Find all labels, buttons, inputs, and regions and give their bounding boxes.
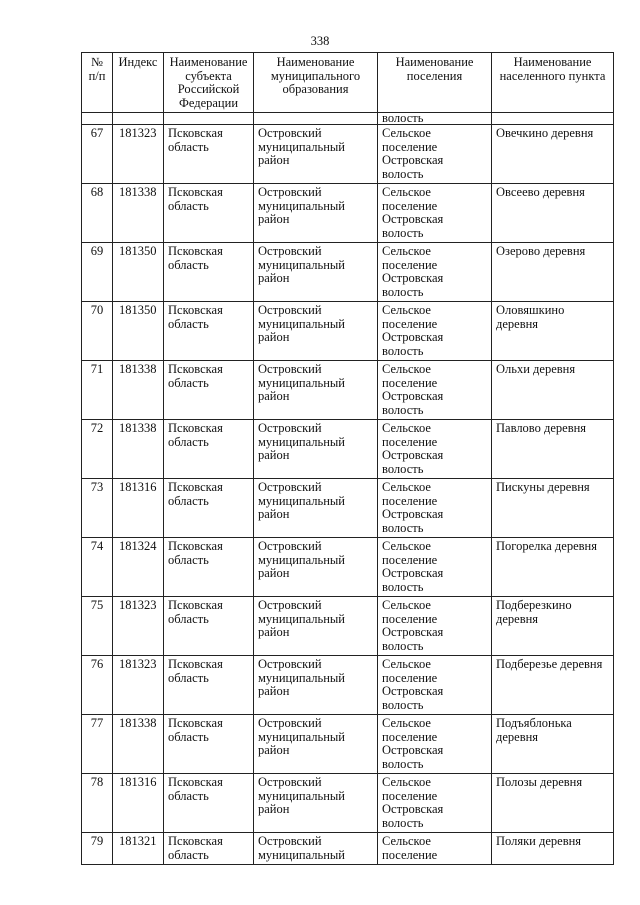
cell-index	[113, 113, 164, 125]
cell-settlement: Сельское поселение Островская волость	[378, 538, 492, 597]
cell-locality: Пискуны деревня	[492, 479, 614, 538]
table-row	[82, 184, 614, 243]
cell-num: 71	[82, 361, 113, 420]
header-municipality: Наименование муниципального образования	[254, 53, 378, 113]
cell-municipality: Островский муниципальный район	[254, 302, 378, 361]
cell-num: 76	[82, 656, 113, 715]
table-row	[82, 479, 614, 538]
cell-municipality: Островский муниципальный район	[254, 125, 378, 184]
cell-municipality: Островский муниципальный район	[254, 420, 378, 479]
cell-num	[82, 113, 113, 125]
cell-num: 72	[82, 420, 113, 479]
cell-settlement: Сельское поселение Островская волость	[378, 479, 492, 538]
cell-settlement: Сельское поселение	[378, 833, 492, 865]
cell-num: 77	[82, 715, 113, 774]
cell-index: 181338	[113, 361, 164, 420]
cell-num: 79	[82, 833, 113, 865]
cell-locality: Подберезье деревня	[492, 656, 614, 715]
cell-locality: Оловяшкино деревня	[492, 302, 614, 361]
page-number: 338	[310, 34, 330, 48]
cell-subject: Псковская область	[164, 538, 254, 597]
cell-subject: Псковская область	[164, 243, 254, 302]
table-row	[82, 361, 614, 420]
table-row	[82, 302, 614, 361]
table-row	[82, 597, 614, 656]
cell-num: 75	[82, 597, 113, 656]
table-row	[82, 538, 614, 597]
table-row	[82, 774, 614, 833]
cell-locality: Озерово деревня	[492, 243, 614, 302]
cell-settlement: Сельское поселение Островская волость	[378, 125, 492, 184]
cell-municipality: Островский муниципальный район	[254, 243, 378, 302]
cell-num: 68	[82, 184, 113, 243]
cell-index: 181350	[113, 302, 164, 361]
cell-index: 181350	[113, 243, 164, 302]
cell-locality: Овечкино деревня	[492, 125, 614, 184]
cell-locality: Погорелка деревня	[492, 538, 614, 597]
cell-num: 78	[82, 774, 113, 833]
cell-index: 181338	[113, 184, 164, 243]
cell-num: 69	[82, 243, 113, 302]
cell-settlement: Сельское поселение Островская волость	[378, 656, 492, 715]
cell-settlement: Сельское поселение Островская волость	[378, 774, 492, 833]
cell-settlement: волость	[378, 113, 492, 125]
header-index: Индекс	[113, 53, 164, 113]
header-settlement: Наименование поселения	[378, 53, 492, 113]
cell-subject: Псковская область	[164, 361, 254, 420]
cell-num: 74	[82, 538, 113, 597]
cell-index: 181321	[113, 833, 164, 865]
table-row	[82, 715, 614, 774]
cell-settlement: Сельское поселение Островская волость	[378, 420, 492, 479]
continuation-row	[82, 113, 614, 125]
cell-num: 67	[82, 125, 113, 184]
cell-subject: Псковская область	[164, 184, 254, 243]
cell-settlement: Сельское поселение Островская волость	[378, 597, 492, 656]
cell-municipality: Островский муниципальный район	[254, 361, 378, 420]
cell-subject: Псковская область	[164, 774, 254, 833]
cell-subject: Псковская область	[164, 656, 254, 715]
table-header-row	[82, 53, 614, 113]
cell-index: 181323	[113, 597, 164, 656]
cell-settlement: Сельское поселение Островская волость	[378, 302, 492, 361]
table-row	[82, 243, 614, 302]
header-num: № п/п	[82, 53, 113, 113]
cell-locality	[492, 113, 614, 125]
cell-index: 181338	[113, 420, 164, 479]
cell-municipality	[254, 113, 378, 125]
cell-index: 181338	[113, 715, 164, 774]
cell-subject: Псковская область	[164, 125, 254, 184]
cell-municipality: Островский муниципальный район	[254, 538, 378, 597]
cell-subject: Псковская область	[164, 420, 254, 479]
table-row	[82, 656, 614, 715]
cell-municipality: Островский муниципальный район	[254, 715, 378, 774]
cell-locality: Подберезкино деревня	[492, 597, 614, 656]
cell-subject: Псковская область	[164, 597, 254, 656]
cell-municipality: Островский муниципальный район	[254, 184, 378, 243]
cell-locality: Поляки деревня	[492, 833, 614, 865]
cell-settlement: Сельское поселение Островская волость	[378, 184, 492, 243]
cell-subject: Псковская область	[164, 302, 254, 361]
cell-index: 181323	[113, 656, 164, 715]
cell-index: 181316	[113, 479, 164, 538]
header-locality: Наименование населенного пункта	[492, 53, 614, 113]
cell-index: 181324	[113, 538, 164, 597]
cell-index: 181316	[113, 774, 164, 833]
cell-num: 70	[82, 302, 113, 361]
cell-settlement: Сельское поселение Островская волость	[378, 361, 492, 420]
cell-municipality: Островский муниципальный район	[254, 656, 378, 715]
cell-num: 73	[82, 479, 113, 538]
cell-subject: Псковская область	[164, 479, 254, 538]
cell-subject: Псковская область	[164, 715, 254, 774]
header-subject: Наименование субъекта Российской Федерации	[164, 53, 254, 113]
cell-municipality: Островский муниципальный район	[254, 774, 378, 833]
table-row-partial	[82, 833, 614, 865]
table-row	[82, 125, 614, 184]
cell-locality: Овсеево деревня	[492, 184, 614, 243]
cell-municipality: Островский муниципальный	[254, 833, 378, 865]
table-row	[82, 420, 614, 479]
cell-settlement: Сельское поселение Островская волость	[378, 243, 492, 302]
cell-locality: Ольхи деревня	[492, 361, 614, 420]
cell-index: 181323	[113, 125, 164, 184]
cell-municipality: Островский муниципальный район	[254, 479, 378, 538]
cell-subject: Псковская область	[164, 833, 254, 865]
cell-locality: Подъяблонька деревня	[492, 715, 614, 774]
cell-settlement: Сельское поселение Островская волость	[378, 715, 492, 774]
cell-locality: Полозы деревня	[492, 774, 614, 833]
cell-subject	[164, 113, 254, 125]
cell-municipality: Островский муниципальный район	[254, 597, 378, 656]
cell-locality: Павлово деревня	[492, 420, 614, 479]
localities-table	[81, 52, 614, 865]
